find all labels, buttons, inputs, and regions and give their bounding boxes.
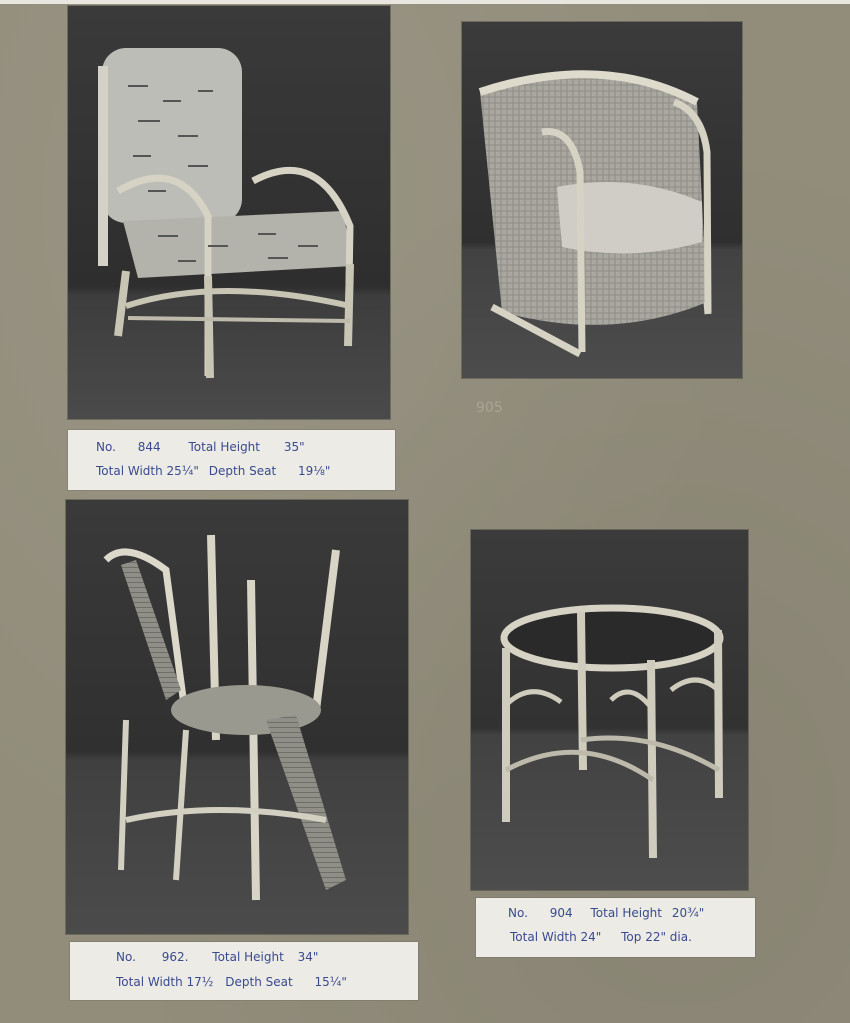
table-904-photo-image xyxy=(471,530,748,890)
label-item-904 xyxy=(476,898,755,957)
item-number-value: 904 xyxy=(549,906,573,920)
item-number-label: No. xyxy=(508,906,528,920)
total-height-label: Total Height xyxy=(212,950,284,964)
total-width-text: Total Width 17½ xyxy=(116,975,214,989)
total-width-text: Total Width 25¼" xyxy=(96,464,199,478)
item-number-value: 962. xyxy=(161,950,189,964)
depth-seat-label: Depth Seat xyxy=(208,464,277,478)
photo-table-904 xyxy=(471,530,748,890)
total-height-label: Total Height xyxy=(188,440,260,454)
tub-chair-photo-image xyxy=(462,22,742,378)
paper-edge xyxy=(0,0,850,4)
top-diameter-text: Top 22" dia. xyxy=(621,930,692,944)
depth-seat-value: 15¼" xyxy=(314,975,347,989)
label-item-844 xyxy=(68,430,395,490)
photo-armchair-844 xyxy=(68,6,390,419)
item-number-value: 844 xyxy=(137,440,161,454)
depth-seat-value: 19⅛" xyxy=(298,464,331,478)
total-height-value: 35" xyxy=(283,440,305,454)
pencil-note: 905 xyxy=(476,400,503,416)
photo-tub-chair xyxy=(462,22,742,378)
total-width-text: Total Width 24" xyxy=(510,930,602,944)
total-height-label: Total Height xyxy=(590,906,662,920)
depth-seat-label: Depth Seat xyxy=(225,975,293,989)
armchair-photo-image xyxy=(68,6,390,419)
photo-chair-962 xyxy=(66,500,408,934)
label-item-962 xyxy=(70,942,418,1000)
item-number-label: No. xyxy=(96,440,116,454)
total-height-value: 34" xyxy=(297,950,319,964)
chair-962-photo-image xyxy=(66,500,408,934)
item-number-label: No. xyxy=(116,950,136,964)
total-height-value: 20¾" xyxy=(671,906,705,920)
